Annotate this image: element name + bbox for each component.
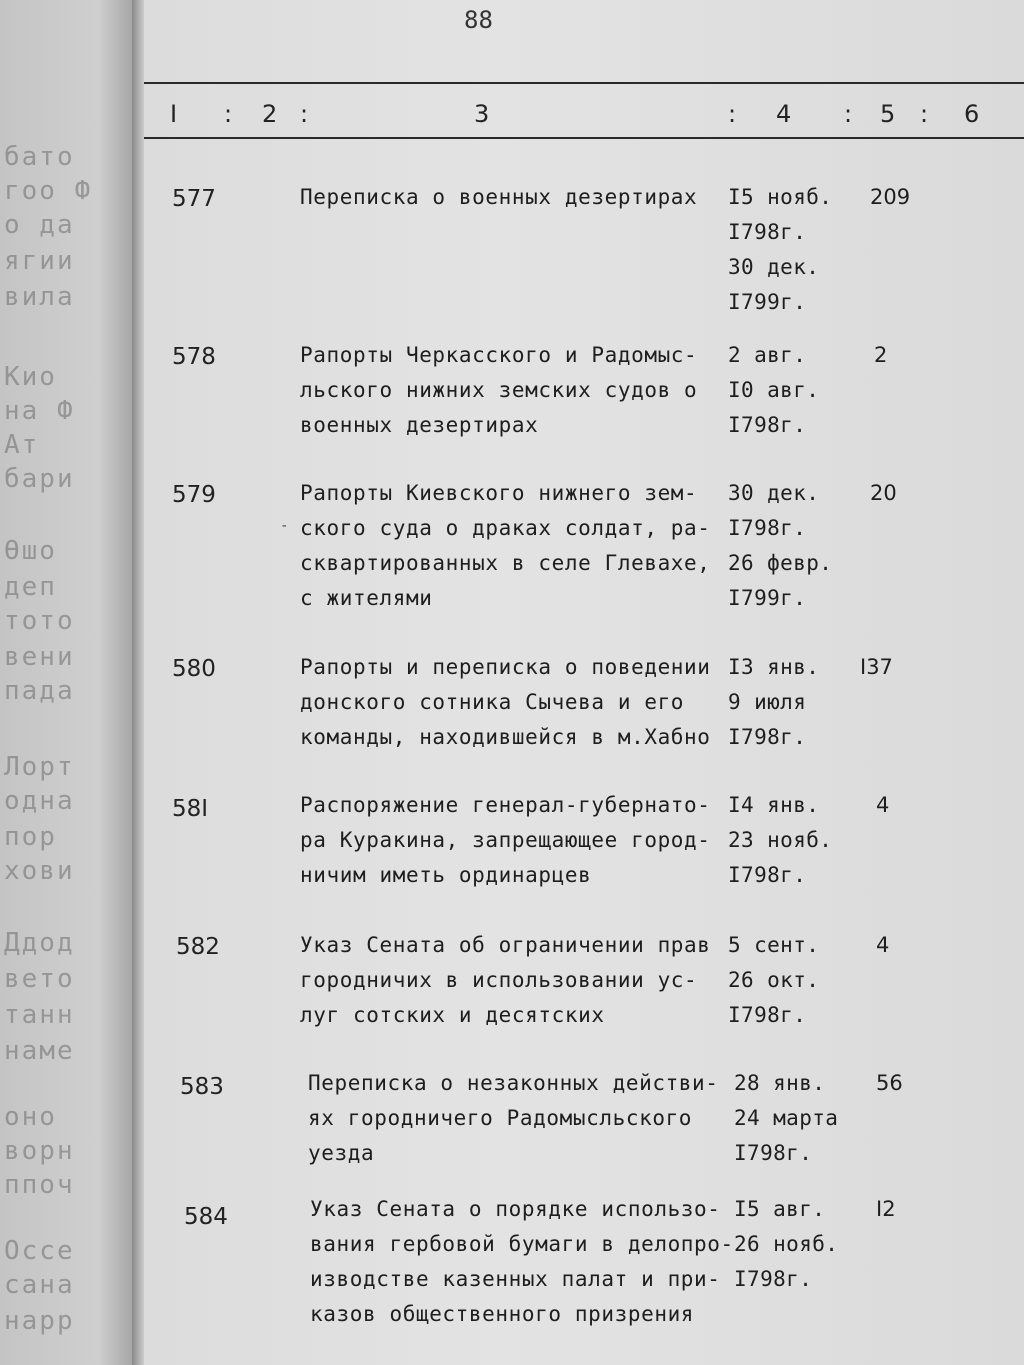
description-line: Переписка о военных дезертирах [300, 185, 698, 209]
date-line: 23 нояб. [728, 828, 833, 852]
bleed-line: вето [4, 964, 75, 994]
date-line: I0 авг. [728, 378, 820, 402]
bleed-line: Оссе [4, 1236, 75, 1266]
date-line: I799г. [728, 586, 807, 610]
bleed-line: пор [4, 822, 57, 852]
bleed-line: ягии [4, 246, 75, 276]
record-sheets: 20 [870, 481, 897, 505]
record-dates [728, 338, 858, 443]
description-line: с жителями [300, 586, 433, 610]
date-line: 2 авг. [728, 343, 807, 367]
description-line: ях городничего Радомысльского [308, 1106, 693, 1130]
description-line: изводстве казенных палат и при- [310, 1267, 721, 1291]
record-description [300, 928, 740, 1033]
date-line: 30 дек. [728, 481, 820, 505]
date-line: I798г. [734, 1267, 813, 1291]
margin-dash-mark: - [280, 518, 289, 534]
description-line: команды, находившейся в м.Хабно [300, 725, 711, 749]
record-dates [734, 1066, 864, 1171]
description-line: Распоряжение генерал-губернато- [300, 793, 711, 817]
column-header-6: 6 [964, 100, 980, 128]
date-line: 26 окт. [728, 968, 820, 992]
bleed-line: одна [4, 786, 75, 816]
bleed-line: нарр [4, 1306, 75, 1336]
bleed-line: танн [4, 1000, 75, 1030]
record-dates [728, 476, 858, 616]
column-separator: : [728, 100, 737, 128]
description-line: уезда [308, 1141, 375, 1165]
bleed-line: хови [4, 856, 75, 886]
record-description [300, 476, 740, 616]
record-dates [728, 180, 858, 320]
description-line: донского сотника Сычева и его [300, 690, 685, 714]
date-line: I5 авг. [734, 1197, 826, 1221]
date-line: 30 дек. [728, 255, 820, 279]
page-number: 88 [464, 6, 493, 34]
record-sheets: 56 [876, 1071, 903, 1095]
bleed-line: на Ф [4, 396, 75, 426]
date-line: I798г. [728, 220, 807, 244]
date-line: 5 сент. [728, 933, 820, 957]
column-header-1: I [170, 100, 178, 128]
date-line: 26 нояб. [734, 1232, 839, 1256]
bleed-line: деп [4, 572, 57, 602]
record-dates [728, 650, 858, 755]
description-line: городничих в использовании ус- [300, 968, 698, 992]
record-number: 582 [176, 934, 220, 960]
bleed-line: Ат [4, 430, 40, 460]
description-line: Переписка о незаконных действи- [308, 1071, 719, 1095]
bleed-line: оно [4, 1102, 57, 1132]
record-sheets: I2 [876, 1197, 896, 1221]
record-description [300, 338, 740, 443]
bleed-line: ворн [4, 1136, 75, 1166]
record-number: 579 [172, 482, 216, 508]
record-description [300, 650, 740, 755]
header-rule-bottom [144, 137, 1024, 139]
column-separator: : [300, 100, 309, 128]
description-line: военных дезертирах [300, 413, 539, 437]
record-sheets: 209 [870, 185, 911, 209]
description-line: вания гербовой бумаги в делопро- [310, 1232, 734, 1256]
bleed-line: бари [4, 464, 75, 494]
record-number: 578 [172, 344, 216, 370]
record-number: 580 [172, 656, 216, 682]
record-description [308, 1066, 748, 1171]
record-number: 577 [172, 186, 216, 212]
description-line: ра Куракина, запрещающее город- [300, 828, 711, 852]
column-separator: : [224, 100, 233, 128]
record-dates [734, 1192, 864, 1297]
date-line: 26 февр. [728, 551, 833, 575]
record-sheets: 4 [876, 793, 890, 817]
bleed-line: вила [4, 282, 75, 312]
record-description [300, 788, 740, 893]
bleed-line: сана [4, 1270, 75, 1300]
column-separator: : [844, 100, 853, 128]
bleed-line: тото [4, 606, 75, 636]
description-line: ничим иметь ординарцев [300, 863, 592, 887]
column-header-4: 4 [776, 100, 792, 128]
record-number: 584 [184, 1204, 228, 1230]
description-line: казов общественного призрения [310, 1302, 695, 1326]
date-line: 28 янв. [734, 1071, 826, 1095]
bleed-line: пада [4, 676, 75, 706]
column-header-3: 3 [474, 100, 490, 128]
description-line: ского суда о драках солдат, ра- [300, 516, 711, 540]
description-line: луг сотских и десятских [300, 1003, 605, 1027]
description-line: Указ Сената о порядке использо- [310, 1197, 721, 1221]
record-description [310, 1192, 750, 1332]
description-line: Рапорты Киевского нижнего зем- [300, 481, 698, 505]
bleed-line: наме [4, 1036, 75, 1066]
bleed-line: Өшо [4, 536, 57, 566]
bleed-line: бато [4, 142, 75, 172]
description-line: Рапорты и переписка о поведении [300, 655, 711, 679]
column-header-5: 5 [880, 100, 896, 128]
date-line: I5 нояб. [728, 185, 833, 209]
date-line: I798г. [728, 516, 807, 540]
description-line: сквартированных в селе Глевахе, [300, 551, 711, 575]
date-line: I798г. [728, 413, 807, 437]
column-header-2: 2 [262, 100, 278, 128]
document-page [144, 0, 1024, 1365]
date-line: I798г. [728, 863, 807, 887]
left-page-edge [0, 0, 140, 1365]
date-line: I799г. [728, 290, 807, 314]
description-line: Указ Сената об ограничении прав [300, 933, 711, 957]
bleed-line: вени [4, 642, 75, 672]
date-line: I798г. [734, 1141, 813, 1165]
date-line: 9 июля [728, 690, 807, 714]
record-sheets: 2 [874, 343, 888, 367]
header-rule-top [144, 82, 1024, 84]
bleed-line: о да [4, 210, 75, 240]
bleed-line: ппоч [4, 1170, 75, 1200]
date-line: I798г. [728, 1003, 807, 1027]
record-description [300, 180, 740, 215]
description-line: Рапорты Черкасского и Радомыс- [300, 343, 698, 367]
date-line: 24 марта [734, 1106, 839, 1130]
date-line: I798г. [728, 725, 807, 749]
record-sheets: I37 [860, 655, 893, 679]
bleed-line: Лорт [4, 752, 75, 782]
description-line: льского нижних земских судов о [300, 378, 698, 402]
bleed-line: Кио [4, 362, 57, 392]
date-line: I4 янв. [728, 793, 820, 817]
bleed-through-text [4, 0, 134, 1365]
bleed-line: гоо Ф [4, 176, 93, 206]
bleed-line: Ддод [4, 928, 75, 958]
record-dates [728, 928, 858, 1033]
column-separator: : [920, 100, 929, 128]
date-line: I3 янв. [728, 655, 820, 679]
record-number: 583 [180, 1074, 224, 1100]
record-dates [728, 788, 858, 893]
record-sheets: 4 [876, 933, 890, 957]
record-number: 58I [172, 796, 209, 822]
